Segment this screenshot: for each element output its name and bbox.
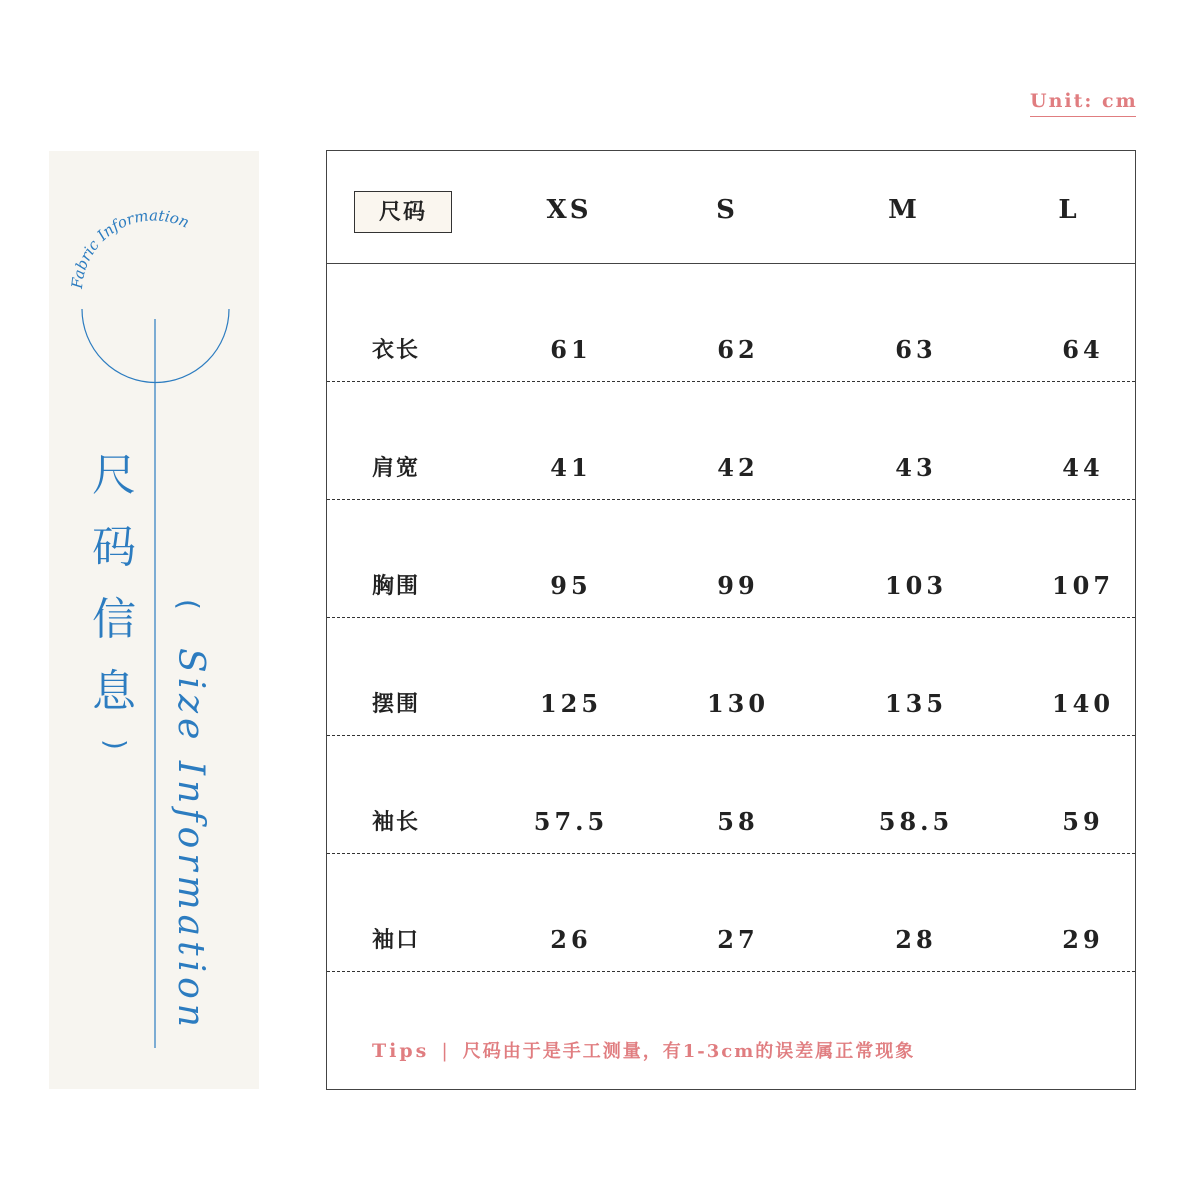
column-header-s: S: [716, 195, 738, 225]
table-cell: 29: [1062, 925, 1104, 954]
table-cell: 125: [539, 689, 603, 718]
table-cell: 140: [1051, 689, 1115, 718]
paren-open: (: [171, 599, 205, 610]
tips-note: [372, 1037, 915, 1063]
row-label: 袖口: [372, 927, 421, 953]
table-row: [327, 264, 1135, 382]
table-cell: 26: [550, 925, 592, 954]
paren-close: ): [98, 739, 132, 750]
row-label: 摆围: [372, 691, 421, 717]
table-cell: 135: [884, 689, 948, 718]
table-cell: 62: [717, 335, 759, 364]
table-cell: 99: [717, 571, 759, 600]
title-char: 尺: [92, 450, 136, 501]
column-header-xs: XS: [546, 195, 592, 225]
title-char: 码: [92, 522, 136, 573]
title-char: 息: [92, 666, 136, 717]
table-cell: 95: [550, 571, 592, 600]
row-divider: [327, 971, 1135, 972]
row-label: 肩宽: [372, 455, 421, 481]
table-cell: 103: [884, 571, 948, 600]
row-label: 胸围: [372, 573, 421, 599]
tips-text: 尺码由于是手工测量，有1-3cm的误差属正常现象: [462, 1041, 916, 1062]
size-info-title: [88, 440, 140, 728]
table-cell: 59: [1062, 807, 1104, 836]
table-cell: 61: [550, 335, 592, 364]
table-row: [327, 736, 1135, 854]
table-cell: 57.5: [533, 807, 609, 836]
table-cell: 58.5: [878, 807, 954, 836]
column-header-m: M: [888, 195, 920, 225]
arc-text: Fabric Information: [67, 206, 192, 290]
table-row: [327, 618, 1135, 736]
decorative-arc-graphic: [49, 151, 259, 1089]
size-info-subtitle: Size Information: [170, 648, 211, 1032]
side-panel: [49, 151, 259, 1089]
title-char: 信: [92, 594, 136, 645]
tips-label: Tips: [372, 1040, 430, 1062]
table-cell: 42: [717, 453, 759, 482]
table-cell: 64: [1062, 335, 1104, 364]
table-cell: 27: [717, 925, 759, 954]
unit-label: Unit: cm: [1030, 90, 1136, 117]
table-cell: 44: [1062, 453, 1104, 482]
column-header-l: L: [1058, 195, 1080, 225]
table-row: [327, 382, 1135, 500]
row-label: 袖长: [372, 809, 421, 835]
table-cell: 41: [550, 453, 592, 482]
size-table: [326, 150, 1136, 1090]
table-cell: 28: [895, 925, 937, 954]
table-cell: 130: [706, 689, 770, 718]
row-label: 衣长: [372, 337, 421, 363]
corner-label: 尺码: [354, 191, 452, 233]
tips-separator: |: [441, 1040, 451, 1062]
table-cell: 63: [895, 335, 937, 364]
table-cell: 107: [1051, 571, 1115, 600]
table-cell: 43: [895, 453, 937, 482]
table-cell: 58: [717, 807, 759, 836]
table-row: [327, 854, 1135, 972]
table-row: [327, 500, 1135, 618]
